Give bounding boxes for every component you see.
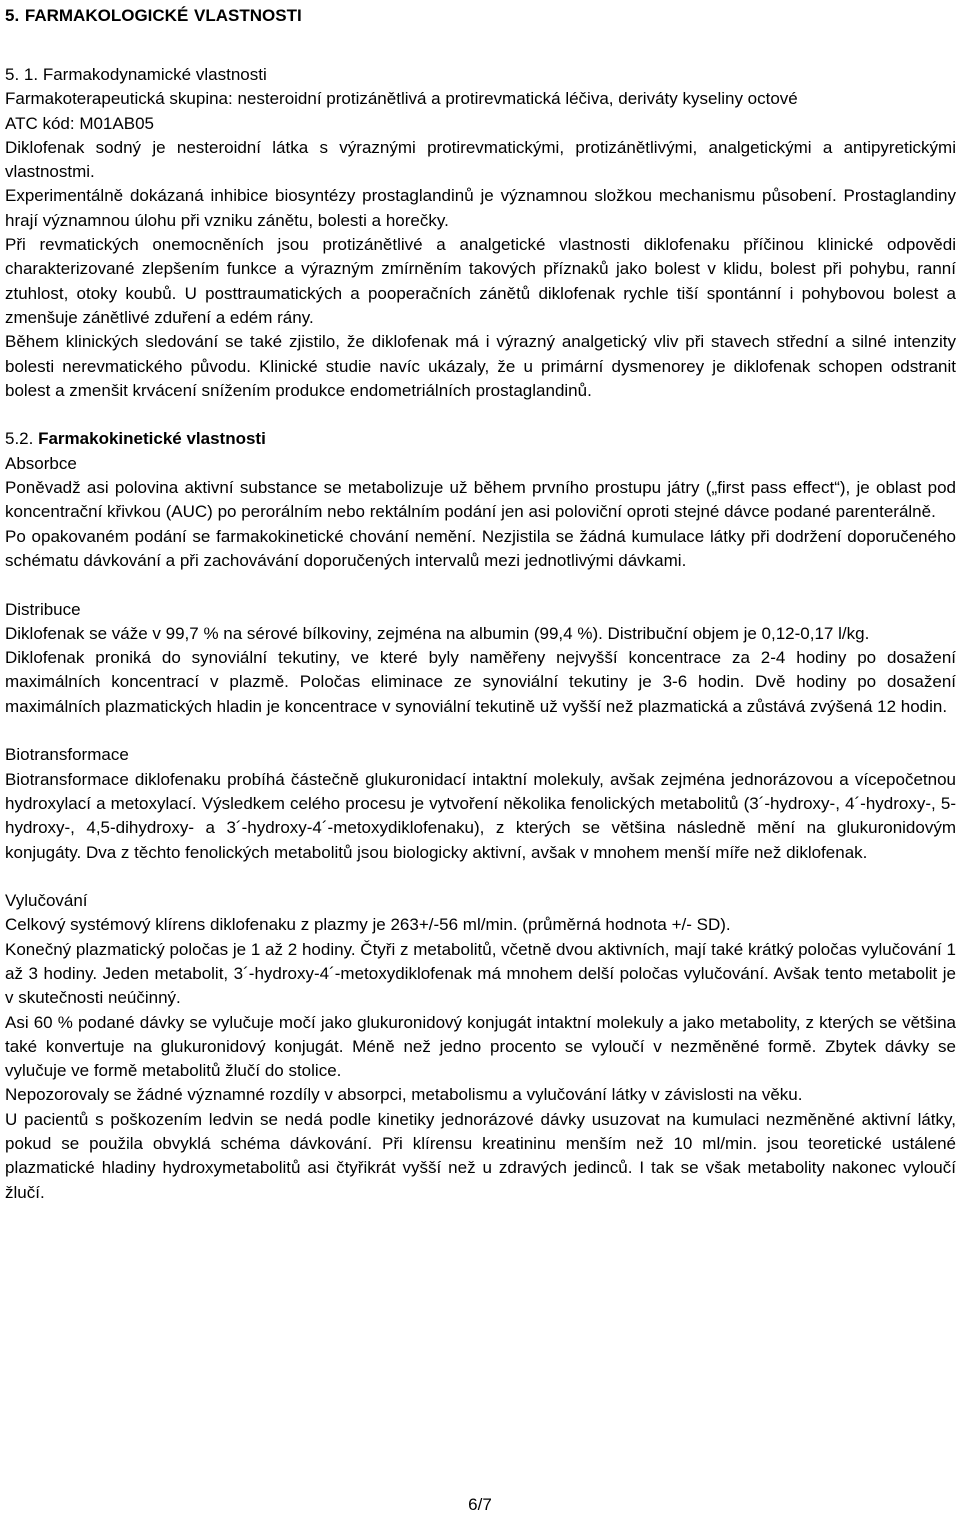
paragraph-first-pass: Poněvadž asi polovina aktivní substance se metabolizuje už během prvního prostupu játry („first pass effect“), je oblast pod koncentrační křivkou (AUC) po perorálním nebo rektálním podání jen asi poloviční oproti stejné dávce podané parenterálně. <box>5 478 956 522</box>
document-page <box>5 0 956 1205</box>
section-number: 5. 1. <box>5 65 43 84</box>
paragraph-synovial-fluid: Diklofenak proniká do synoviální tekutiny, ve které byly naměřeny nejvyšší koncentrace za 2-4 hodiny po dosažení maximálních koncentrací v plazmě. Poločas eliminace ze synoviální tekutiny je 3-6 hodin. Dvě hodiny po dosažení maximálních plazmatických hladin je koncentrace v synoviální tekutině už vyšší než plazmatická a zůstává zvýšená 12 hodin. <box>5 648 956 716</box>
paragraph-protein-binding: Diklofenak se váže v 99,7 % na sérové bílkoviny, zejména na albumin (99,4 %). Distribuční objem je 0,12-0,17 l/kg. <box>5 623 870 643</box>
chapter-heading: 5. FARMAKOLOGICKÉ VLASTNOSTI <box>5 6 302 25</box>
paragraph-diclofenac-description: Diklofenak sodný je nesteroidní látka s výraznými protirevmatickými, protizánětlivými, analgetickými a antipyretickými vlastnostmi. <box>5 137 956 182</box>
paragraph-clinical-studies: Během klinických sledování se také zjistilo, že diklofenak má i výrazný analgetický vliv při stavech střední a silné intenzity bolesti nerevmatického původu. Klinické studie navíc ukázaly, že u primární dysmenorey je diklofenak schopen odstranit bolest a zmenšit krvácení snížením produkce endometriálních prostaglandinů. <box>5 332 956 400</box>
section-5-1-heading <box>5 63 956 87</box>
paragraph-pharmacotherapeutic-group: Farmakoterapeutická skupina: nesteroidní protizánětlivá a protirevmatická léčiva, deriváty kyseliny octové <box>5 89 798 109</box>
paragraph-urinary-excretion: Asi 60 % podané dávky se vylučuje močí jako glukuronidový konjugát intaktní molekuly a jako metabolity, z kterých se většina také konvertuje na glukuronidový konjugát. Méně než jedno procento se vyloučí v nezměněné formě. Zbytek dávky se vylučuje ve formě metabolitů žlučí do stolice. <box>5 1012 956 1081</box>
paragraph-inhibition: Experimentálně dokázaná inhibice biosyntézy prostaglandinů je významnou složkou mechanismu působení. Prostaglandiny hrají významnou úlohu při vzniku zánětu, bolesti a horečky. <box>5 186 956 230</box>
page-number: 6/7 <box>468 1495 492 1514</box>
section-5-2-heading <box>5 427 956 451</box>
paragraph-age: Nepozorovaly se žádné významné rozdíly v absorpci, metabolismu a vylučování látky v závislosti na věku. <box>5 1085 803 1105</box>
paragraph-renal-impairment: U pacientů s poškozením ledvin se nedá podle kinetiky jednorázové dávky usuzovat na kumulaci nezměněné aktivní látky, pokud se použila obvyklá schéma dávkování. Při klírensu kreatininu menším než 10 ml/min. jsou teoretické ustálené plazmatické hladiny hydroxymetabolitů asi čtyřikrát vyšší než u zdravých jedinců. I tak se však metabolity nakonec vyloučí žlučí. <box>5 1109 956 1202</box>
section-title: Farmakodynamické vlastnosti <box>42 65 267 84</box>
paragraph-clearance: Celkový systémový klírens diklofenaku z plazmy je 263+/-56 ml/min. (průměrná hodnota +/- SD). <box>5 915 731 935</box>
subheading-distribuce: Distribuce <box>5 599 81 619</box>
paragraph-atc-code: ATC kód: M01AB05 <box>5 113 154 133</box>
paragraph-half-life: Konečný plazmatický poločas je 1 až 2 hodiny. Čtyři z metabolitů, včetně dvou aktivních, mají také krátký poločas vylučování 1 až 3 hodiny. Jeden metabolit, 3´-hydroxy-4´-metoxydiklofenak má mnohem delší poločas vylučování. Avšak tento metabolit je v skutečnosti neúčinný. <box>5 939 956 1008</box>
subheading-absorbce: Absorbce <box>5 453 77 473</box>
paragraph-biotransformation: Biotransformace diklofenaku probíhá částečně glukuronidací intaktní molekuly, avšak zejména jednorázovou a vícepočetnou hydroxylací a metoxylací. Výsledkem celého procesu je vytvoření několika fenolických metabolitů (3´-hydroxy-, 4´-hydroxy-, 5-hydroxy-, 4,5-dihydroxy- a 3´-hydroxy-4´-metoxydiklofenaku), z kterých se většina následně mění na glukuronidovým konjugáty. Dva z těchto fenolických metabolitů jsou biologicky aktivní, avšak v mnohem menší míře než diklofenak. <box>5 769 956 862</box>
paragraph-rheumatic-diseases: Při revmatických onemocněních jsou protizánětlivé a analgetické vlastnosti diklofenaku příčinou klinické odpovědi charakterizované zlepšením funkce a výrazným zmírněním takových příznaků jako bolest v klidu, bolest při pohybu, ranní ztuhlost, otoky koubů. U posttraumatických a pooperačních zánětů diklofenak rychle tiší spontánní i pohybovou bolest a zmenšuje zánětlivé zduření a edém rány. <box>5 235 956 327</box>
section-title: Farmakokinetické vlastnosti <box>38 429 266 449</box>
subheading-vylucovani: Vylučování <box>5 891 88 911</box>
subheading-biotransformace: Biotransformace <box>5 745 129 765</box>
section-number: 5.2. <box>5 429 39 449</box>
paragraph-repeated-dosing: Po opakovaném podání se farmakokinetické chování nemění. Nezjistila se žádná kumulace látky při dodržení doporučeného schématu dávkování a při zachovávání doporučených intervalů mezi jednotlivými dávkami. <box>5 526 956 570</box>
